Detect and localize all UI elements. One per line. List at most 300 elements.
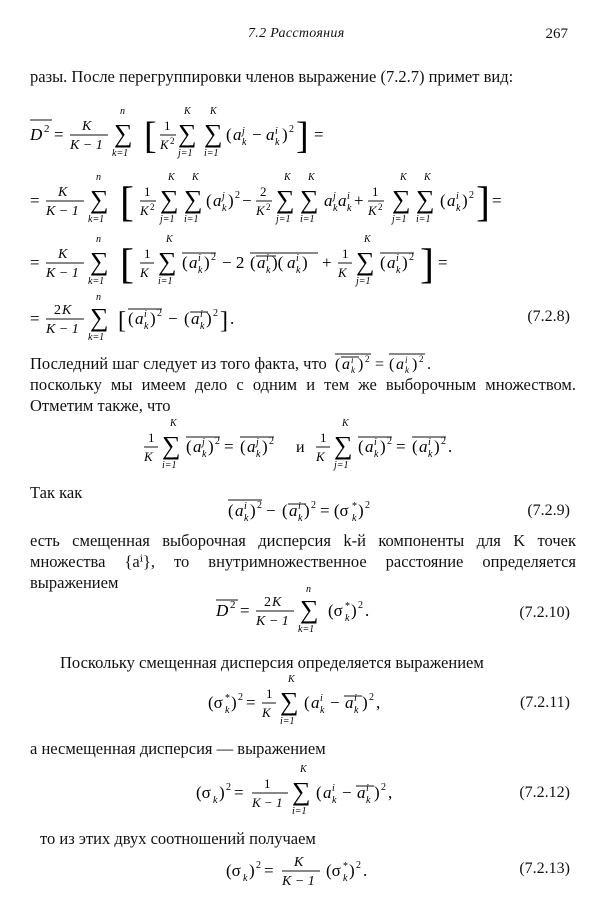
svg-text:2: 2 bbox=[213, 308, 218, 319]
svg-text:=: = bbox=[30, 191, 40, 210]
svg-text:=: = bbox=[374, 356, 384, 373]
equation-7-2-11 bbox=[0, 670, 600, 728]
svg-text:i: i bbox=[404, 355, 408, 365]
svg-text:(σ: (σ bbox=[196, 783, 211, 802]
svg-text:[: [ bbox=[144, 115, 157, 157]
svg-text:∑: ∑ bbox=[392, 185, 411, 214]
svg-text:=: = bbox=[234, 783, 244, 802]
svg-text:k: k bbox=[404, 365, 409, 374]
svg-text:j=1: j=1 bbox=[178, 148, 193, 159]
svg-text:k: k bbox=[396, 265, 401, 276]
svg-text:): ) bbox=[206, 309, 212, 328]
svg-text:k: k bbox=[366, 795, 371, 806]
svg-text:2: 2 bbox=[215, 436, 220, 447]
svg-text:K: K bbox=[400, 172, 407, 183]
paragraph-text: Последний шаг следует из того факта, что bbox=[30, 354, 327, 373]
svg-text:k: k bbox=[456, 203, 461, 214]
svg-text:): ) bbox=[357, 356, 364, 373]
svg-text:)(: )( bbox=[272, 253, 284, 272]
page-number: 267 bbox=[545, 26, 568, 42]
svg-text:2: 2 bbox=[230, 599, 236, 611]
svg-text:∑: ∑ bbox=[114, 119, 133, 148]
svg-text:k=1: k=1 bbox=[298, 624, 315, 635]
svg-text:K: K bbox=[168, 172, 175, 183]
svg-text:∑: ∑ bbox=[356, 247, 375, 276]
svg-text:]: ] bbox=[476, 180, 490, 226]
svg-text:): ) bbox=[434, 437, 440, 456]
svg-text:(: ( bbox=[128, 309, 134, 328]
svg-text:=: = bbox=[30, 253, 40, 272]
svg-text:a: a bbox=[235, 501, 244, 520]
svg-text:K − 1: K − 1 bbox=[282, 874, 315, 889]
svg-text:i: i bbox=[347, 191, 350, 202]
svg-text:(σ: (σ bbox=[328, 601, 343, 620]
svg-text:.: . bbox=[230, 309, 235, 328]
svg-text:i=1: i=1 bbox=[280, 716, 295, 727]
svg-text:[: [ bbox=[118, 308, 126, 334]
svg-text:(: ( bbox=[226, 125, 232, 144]
svg-text:∑: ∑ bbox=[160, 185, 179, 214]
svg-text:∑: ∑ bbox=[280, 687, 299, 716]
svg-text:k=1: k=1 bbox=[88, 332, 105, 343]
svg-text:2: 2 bbox=[150, 202, 155, 212]
svg-text:2: 2 bbox=[311, 500, 316, 511]
svg-text:k: k bbox=[266, 265, 271, 276]
svg-text:): ) bbox=[262, 437, 268, 456]
svg-text:*: * bbox=[343, 861, 348, 872]
svg-text:i: i bbox=[198, 253, 201, 264]
svg-text:i=1: i=1 bbox=[204, 148, 219, 159]
svg-text:k: k bbox=[352, 513, 357, 524]
svg-text:k: k bbox=[200, 321, 205, 332]
svg-text:k: k bbox=[225, 705, 230, 716]
svg-text:K − 1: K − 1 bbox=[70, 138, 103, 153]
svg-text:a: a bbox=[323, 783, 332, 802]
equation-7-2-13 bbox=[0, 848, 600, 896]
svg-text:n: n bbox=[96, 172, 101, 183]
svg-text:i: i bbox=[200, 309, 203, 320]
svg-text:K: K bbox=[184, 106, 191, 117]
svg-text:i: i bbox=[144, 309, 147, 320]
svg-text:K: K bbox=[62, 303, 72, 318]
svg-text:∑: ∑ bbox=[416, 185, 435, 214]
paragraph-intro: разы. После перегруппировки членов выражение (7.2.7) примет вид: bbox=[30, 67, 514, 86]
svg-text:(σ: (σ bbox=[208, 693, 223, 712]
svg-text:a: a bbox=[338, 191, 347, 210]
svg-text:(: ( bbox=[186, 437, 192, 456]
svg-text:k: k bbox=[222, 203, 227, 214]
svg-text:K: K bbox=[272, 595, 282, 610]
svg-text:K − 1: K − 1 bbox=[252, 795, 283, 810]
svg-text:2: 2 bbox=[170, 136, 175, 146]
svg-text:i: i bbox=[396, 253, 399, 264]
svg-text:): ) bbox=[219, 783, 225, 802]
svg-text:): ) bbox=[402, 253, 408, 272]
svg-text:2: 2 bbox=[266, 202, 271, 212]
svg-text:∑: ∑ bbox=[300, 595, 319, 624]
svg-text:1: 1 bbox=[266, 686, 273, 701]
svg-text:.: . bbox=[363, 861, 368, 880]
svg-text:K: K bbox=[166, 234, 173, 245]
svg-text:2: 2 bbox=[381, 782, 386, 793]
svg-text:(: ( bbox=[182, 253, 188, 272]
svg-text:K: K bbox=[144, 449, 153, 464]
equation-7-2-10 bbox=[0, 586, 600, 640]
svg-text:=: = bbox=[396, 437, 406, 456]
svg-text:K: K bbox=[284, 172, 291, 183]
svg-text:K: K bbox=[368, 203, 377, 218]
equation-d2-line3 bbox=[0, 236, 600, 292]
paragraph-since: Так как bbox=[30, 483, 83, 502]
svg-text:k: k bbox=[198, 265, 203, 276]
equation-7-2-12 bbox=[0, 758, 600, 816]
svg-text:2: 2 bbox=[269, 436, 274, 447]
svg-text:): ) bbox=[204, 253, 210, 272]
svg-text:j: j bbox=[333, 191, 336, 202]
svg-text:2: 2 bbox=[235, 190, 240, 201]
svg-text:a: a bbox=[395, 356, 404, 373]
svg-text:K: K bbox=[364, 234, 371, 245]
svg-text:∑: ∑ bbox=[334, 431, 353, 460]
svg-text:=: = bbox=[54, 125, 64, 144]
svg-text:k: k bbox=[202, 449, 207, 460]
paragraph-last-step bbox=[30, 352, 576, 373]
svg-text:a: a bbox=[365, 437, 374, 456]
svg-text:i=1: i=1 bbox=[158, 276, 173, 287]
svg-text:): ) bbox=[150, 309, 156, 328]
svg-text:(: ( bbox=[282, 501, 288, 520]
svg-text:∑: ∑ bbox=[90, 303, 109, 332]
svg-text:,: , bbox=[388, 783, 393, 802]
svg-text:j: j bbox=[242, 126, 245, 137]
svg-text:k: k bbox=[345, 613, 350, 624]
svg-text:a: a bbox=[266, 125, 275, 144]
page-header bbox=[0, 26, 600, 50]
svg-text:a: a bbox=[387, 253, 396, 272]
svg-text:=: = bbox=[492, 191, 502, 210]
svg-text:a: a bbox=[189, 253, 198, 272]
svg-text:−: − bbox=[330, 693, 340, 712]
equation-d2-line2 bbox=[0, 172, 600, 228]
svg-text:i=1: i=1 bbox=[416, 214, 431, 225]
svg-text:j: j bbox=[256, 437, 259, 448]
svg-text:2: 2 bbox=[356, 860, 361, 871]
svg-text:i: i bbox=[366, 783, 369, 794]
svg-text:k: k bbox=[347, 203, 352, 214]
equation-number: (7.2.13) bbox=[519, 860, 570, 877]
paragraph-biased-variance: есть смещенная выборочная дисперсия k-й компоненты для K точек множества {aⁱ}, то внутримножественное расстояние определяется выражением bbox=[30, 531, 576, 592]
svg-text:∑: ∑ bbox=[276, 185, 295, 214]
svg-text:i: i bbox=[350, 355, 354, 365]
svg-text:): ) bbox=[302, 253, 308, 272]
svg-text:a: a bbox=[345, 693, 354, 712]
svg-text:): ) bbox=[304, 501, 310, 520]
svg-text:k: k bbox=[428, 449, 433, 460]
svg-text:k: k bbox=[242, 137, 247, 148]
svg-text:a: a bbox=[247, 437, 256, 456]
svg-text:): ) bbox=[231, 693, 237, 712]
svg-text:k: k bbox=[213, 795, 218, 806]
svg-text:K: K bbox=[160, 137, 169, 152]
svg-text:(: ( bbox=[206, 191, 212, 210]
svg-text:K: K bbox=[262, 705, 271, 720]
inline-formula bbox=[331, 352, 471, 374]
svg-text:a: a bbox=[419, 437, 428, 456]
svg-text:1: 1 bbox=[264, 776, 271, 791]
svg-text:=: = bbox=[264, 861, 274, 880]
svg-text:k: k bbox=[244, 513, 249, 524]
svg-text:∑: ∑ bbox=[178, 119, 197, 148]
svg-text:(σ: (σ bbox=[326, 861, 341, 880]
svg-text:=: = bbox=[30, 309, 40, 328]
svg-text:2: 2 bbox=[469, 190, 474, 201]
svg-text:): ) bbox=[380, 437, 386, 456]
svg-text:2: 2 bbox=[387, 436, 392, 447]
svg-text:2: 2 bbox=[256, 860, 261, 871]
svg-text:(: ( bbox=[380, 253, 386, 272]
svg-text:a: a bbox=[289, 501, 298, 520]
svg-text:K − 1: K − 1 bbox=[256, 614, 289, 629]
svg-text:i=1: i=1 bbox=[162, 460, 177, 471]
svg-text:K: K bbox=[170, 418, 177, 429]
svg-text:k: k bbox=[333, 203, 338, 214]
svg-text:]: ] bbox=[220, 308, 228, 334]
svg-text:i: i bbox=[354, 693, 357, 704]
svg-text:2: 2 bbox=[54, 303, 61, 318]
svg-text:j=1: j=1 bbox=[356, 276, 371, 287]
svg-text:2: 2 bbox=[260, 184, 267, 199]
svg-text:2: 2 bbox=[418, 354, 424, 364]
svg-text:∑: ∑ bbox=[204, 119, 223, 148]
svg-text:a: a bbox=[287, 253, 296, 272]
svg-text:i: i bbox=[456, 191, 459, 202]
svg-text:K: K bbox=[140, 265, 149, 280]
svg-text:(: ( bbox=[440, 191, 446, 210]
svg-text:j=1: j=1 bbox=[392, 214, 407, 225]
svg-text:a: a bbox=[324, 191, 333, 210]
svg-text:]: ] bbox=[420, 242, 434, 288]
svg-text:K: K bbox=[342, 418, 349, 429]
svg-text:n: n bbox=[306, 584, 311, 595]
svg-text:(: ( bbox=[250, 253, 256, 272]
svg-text:K: K bbox=[256, 203, 265, 218]
svg-text:a: a bbox=[213, 191, 222, 210]
svg-text:k: k bbox=[354, 705, 359, 716]
svg-text:): ) bbox=[462, 191, 468, 210]
running-head: 7.2 Расстояния bbox=[248, 26, 345, 41]
svg-text:): ) bbox=[374, 783, 380, 802]
svg-text:a: a bbox=[257, 253, 266, 272]
svg-text:i: i bbox=[374, 437, 377, 448]
svg-text:i: i bbox=[266, 253, 269, 264]
svg-text:k=1: k=1 bbox=[112, 148, 129, 159]
equation-number: (7.2.9) bbox=[527, 502, 570, 519]
svg-text:2: 2 bbox=[238, 692, 243, 703]
svg-text:K: K bbox=[338, 265, 347, 280]
svg-text:k: k bbox=[298, 513, 303, 524]
svg-text:k: k bbox=[275, 137, 280, 148]
svg-text:2: 2 bbox=[226, 782, 231, 793]
svg-text:= (σ: = (σ bbox=[320, 501, 349, 520]
svg-text:1: 1 bbox=[372, 184, 379, 199]
svg-text:2: 2 bbox=[365, 500, 370, 511]
svg-text:a: a bbox=[135, 309, 144, 328]
svg-text:k: k bbox=[243, 873, 248, 884]
svg-text:K: K bbox=[58, 247, 68, 262]
svg-text:[: [ bbox=[120, 242, 134, 288]
svg-text:1: 1 bbox=[144, 246, 151, 261]
svg-text:(: ( bbox=[388, 356, 395, 373]
paragraph-unbiased-def: а несмещенная дисперсия — выражением bbox=[30, 739, 326, 758]
svg-text:i=1: i=1 bbox=[292, 806, 307, 817]
svg-text:.: . bbox=[426, 356, 431, 373]
svg-text:∑: ∑ bbox=[90, 185, 109, 214]
svg-text:K: K bbox=[58, 185, 68, 200]
svg-text:i: i bbox=[320, 693, 323, 704]
svg-text:): ) bbox=[282, 125, 288, 144]
svg-text:+: + bbox=[322, 253, 332, 272]
svg-text:K: K bbox=[316, 449, 325, 464]
svg-text:K: K bbox=[294, 855, 304, 870]
svg-text:): ) bbox=[411, 356, 418, 373]
svg-text:2: 2 bbox=[358, 600, 363, 611]
svg-text:[: [ bbox=[120, 180, 134, 226]
svg-text:): ) bbox=[249, 861, 255, 880]
svg-text:.: . bbox=[365, 601, 370, 620]
svg-text:1: 1 bbox=[342, 246, 349, 261]
paragraph-conclusion: то из этих двух соотношений получаем bbox=[40, 829, 316, 848]
svg-text:k: k bbox=[374, 449, 379, 460]
equation-number: (7.2.11) bbox=[519, 694, 570, 711]
equation-7-2-9 bbox=[0, 496, 600, 530]
svg-text:k: k bbox=[296, 265, 301, 276]
svg-text:(: ( bbox=[184, 309, 190, 328]
svg-text:− 2: − 2 bbox=[222, 253, 245, 272]
svg-text:2: 2 bbox=[409, 252, 414, 263]
svg-text:): ) bbox=[349, 861, 355, 880]
svg-text:K: K bbox=[210, 106, 217, 117]
svg-text:i: i bbox=[275, 126, 278, 137]
svg-text:*: * bbox=[352, 501, 357, 512]
paragraph-continued: поскольку мы имеем дело с одним и тем же выборочным множеством. Отметим также, что bbox=[30, 375, 576, 415]
svg-text:i: i bbox=[244, 501, 247, 512]
svg-text:(: ( bbox=[304, 693, 310, 712]
svg-text:n: n bbox=[120, 106, 125, 117]
svg-text:2: 2 bbox=[257, 500, 262, 511]
svg-text:2: 2 bbox=[289, 124, 294, 135]
svg-text:K: K bbox=[308, 172, 315, 183]
svg-text:K: K bbox=[424, 172, 431, 183]
svg-text:2: 2 bbox=[441, 436, 446, 447]
equation-number: (7.2.8) bbox=[527, 308, 570, 325]
svg-text:k=1: k=1 bbox=[88, 276, 105, 287]
svg-text:i=1: i=1 bbox=[300, 214, 315, 225]
svg-text:1: 1 bbox=[144, 184, 151, 199]
svg-text:a: a bbox=[341, 356, 350, 373]
svg-text:−: − bbox=[252, 125, 262, 144]
svg-text:∑: ∑ bbox=[184, 185, 203, 214]
svg-text:K: K bbox=[140, 203, 149, 218]
svg-text:1: 1 bbox=[148, 430, 155, 445]
svg-text:a: a bbox=[447, 191, 456, 210]
svg-text:]: ] bbox=[296, 115, 309, 157]
svg-text:(: ( bbox=[240, 437, 246, 456]
svg-text:,: , bbox=[376, 693, 381, 712]
svg-text:D: D bbox=[216, 601, 229, 620]
equation-d2-line1 bbox=[0, 108, 600, 158]
svg-text:n: n bbox=[96, 234, 101, 245]
svg-text:a: a bbox=[191, 309, 200, 328]
svg-text:k: k bbox=[343, 873, 348, 884]
svg-text:∑: ∑ bbox=[162, 431, 181, 460]
svg-text:∑: ∑ bbox=[90, 247, 109, 276]
svg-text:=: = bbox=[246, 693, 256, 712]
svg-text:j=1: j=1 bbox=[160, 214, 175, 225]
svg-text:K − 1: K − 1 bbox=[46, 322, 79, 337]
svg-text:2: 2 bbox=[211, 252, 216, 263]
svg-text:K: K bbox=[288, 674, 295, 685]
equation-7-2-8 bbox=[0, 292, 600, 348]
svg-text:j=1: j=1 bbox=[334, 460, 349, 471]
svg-text:=: = bbox=[314, 125, 324, 144]
svg-text:): ) bbox=[228, 191, 234, 210]
svg-text:): ) bbox=[250, 501, 256, 520]
svg-text:=: = bbox=[438, 253, 448, 272]
equation-averages bbox=[0, 416, 600, 474]
svg-text:+: + bbox=[354, 191, 364, 210]
svg-text:2: 2 bbox=[369, 692, 374, 703]
equation-number: (7.2.10) bbox=[519, 604, 570, 621]
svg-text:∑: ∑ bbox=[158, 247, 177, 276]
svg-text:a: a bbox=[193, 437, 202, 456]
svg-text:(: ( bbox=[316, 783, 322, 802]
svg-text:2: 2 bbox=[157, 308, 162, 319]
svg-text:): ) bbox=[351, 601, 357, 620]
paragraph-biased-def: Поскольку смещенная дисперсия определяется выражением bbox=[60, 653, 484, 672]
svg-text:a: a bbox=[311, 693, 320, 712]
svg-text:a: a bbox=[357, 783, 366, 802]
svg-text:=: = bbox=[224, 437, 234, 456]
svg-text:K: K bbox=[192, 172, 199, 183]
svg-text:2: 2 bbox=[378, 202, 383, 212]
svg-text:n: n bbox=[96, 292, 101, 303]
svg-text:j: j bbox=[202, 437, 205, 448]
svg-text:−: − bbox=[242, 191, 252, 210]
svg-text:*: * bbox=[345, 601, 350, 612]
svg-text:i: i bbox=[428, 437, 431, 448]
svg-text:j: j bbox=[222, 191, 225, 202]
svg-text:(: ( bbox=[228, 501, 234, 520]
svg-text:*: * bbox=[225, 693, 230, 704]
conjunction: и bbox=[296, 439, 305, 456]
svg-text:k=1: k=1 bbox=[88, 214, 105, 225]
svg-text:∑: ∑ bbox=[292, 777, 311, 806]
svg-text:k: k bbox=[256, 449, 261, 460]
svg-text:K: K bbox=[300, 764, 307, 775]
svg-text:K: K bbox=[82, 119, 92, 134]
svg-text:D: D bbox=[30, 125, 43, 144]
svg-text:∑: ∑ bbox=[300, 185, 319, 214]
svg-text:(: ( bbox=[334, 356, 341, 373]
svg-text:−: − bbox=[266, 501, 276, 520]
svg-text:−: − bbox=[342, 783, 352, 802]
svg-text:i: i bbox=[298, 501, 301, 512]
svg-text:): ) bbox=[362, 693, 368, 712]
svg-text:=: = bbox=[240, 601, 250, 620]
svg-text:1: 1 bbox=[164, 118, 171, 133]
svg-text:): ) bbox=[358, 501, 364, 520]
svg-text:): ) bbox=[208, 437, 214, 456]
